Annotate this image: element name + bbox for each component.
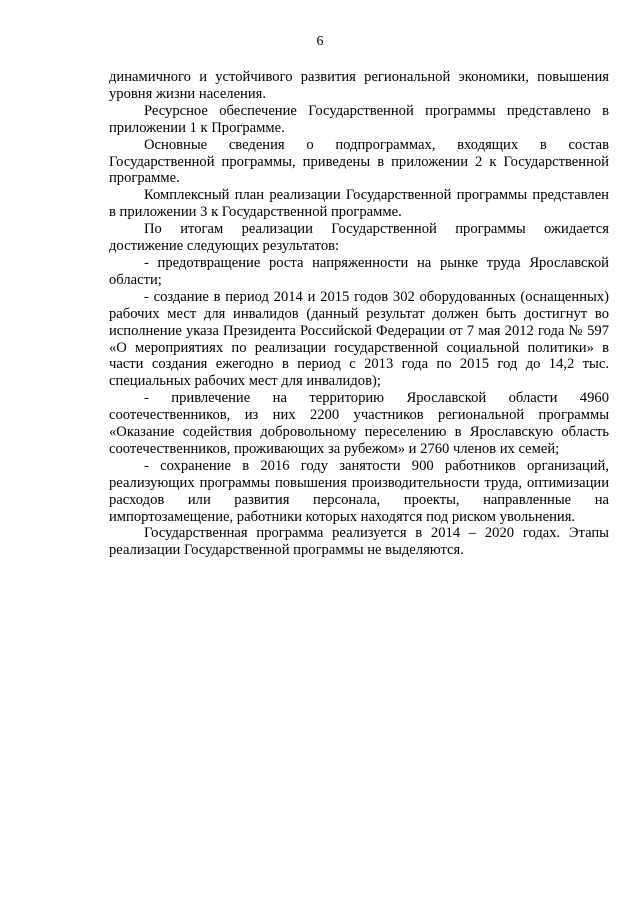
list-item-result: - предотвращение роста напряженности на рынке труда Ярославской области; [109, 254, 609, 288]
paragraph-continuation: динамичного и устойчивого развития региональной экономики, повышения уровня жизни населения. [109, 69, 609, 102]
list-item-result: - сохранение в 2016 году занятости 900 работников организаций, реализующих программы повышения производительности труда, оптимизации расходов или развития персонала, проекты, направленные на импортозамещение, работники которых находятся под риском увольнения. [109, 457, 609, 525]
paragraph-implementation-plan: Комплексный план реализации Государственной программы представлен в приложении 3 к Государственной программе. [109, 187, 609, 221]
body-text [109, 69, 609, 559]
paragraph-program-period: Государственная программа реализуется в 2014 – 2020 годах. Этапы реализации Государственной программы не выделяются. [109, 525, 609, 559]
paragraph-subprograms: Основные сведения о подпрограммах, входящих в состав Государственной программы, приведены в приложении 2 к Государственной программе. [109, 136, 609, 187]
paragraph-expected-results: По итогам реализации Государственной программы ожидается достижение следующих результатов: [109, 221, 609, 255]
page-number: 6 [316, 34, 324, 49]
list-item-result: - привлечение на территорию Ярославской области 4960 соотечественников, из них 2200 участников региональной программы «Оказание содействия добровольному переселению в Ярославскую область соотечественников, проживающих за рубежом» и 2760 членов их семей; [109, 390, 609, 457]
list-item-result: - создание в период 2014 и 2015 годов 302 оборудованных (оснащенных) рабочих мест для инвалидов (данный результат должен быть достигнут во исполнение указа Президента Российской Федерации от 7 мая 2012 года № 597 «О мероприятиях по реализации государственной социальной политики» в части создания ежегодно в период с 2013 года по 2015 год до 14,2 тыс. специальных рабочих мест для инвалидов); [109, 288, 609, 390]
paragraph-resource-provision: Ресурсное обеспечение Государственной программы представлено в приложении 1 к Программе. [109, 102, 609, 136]
